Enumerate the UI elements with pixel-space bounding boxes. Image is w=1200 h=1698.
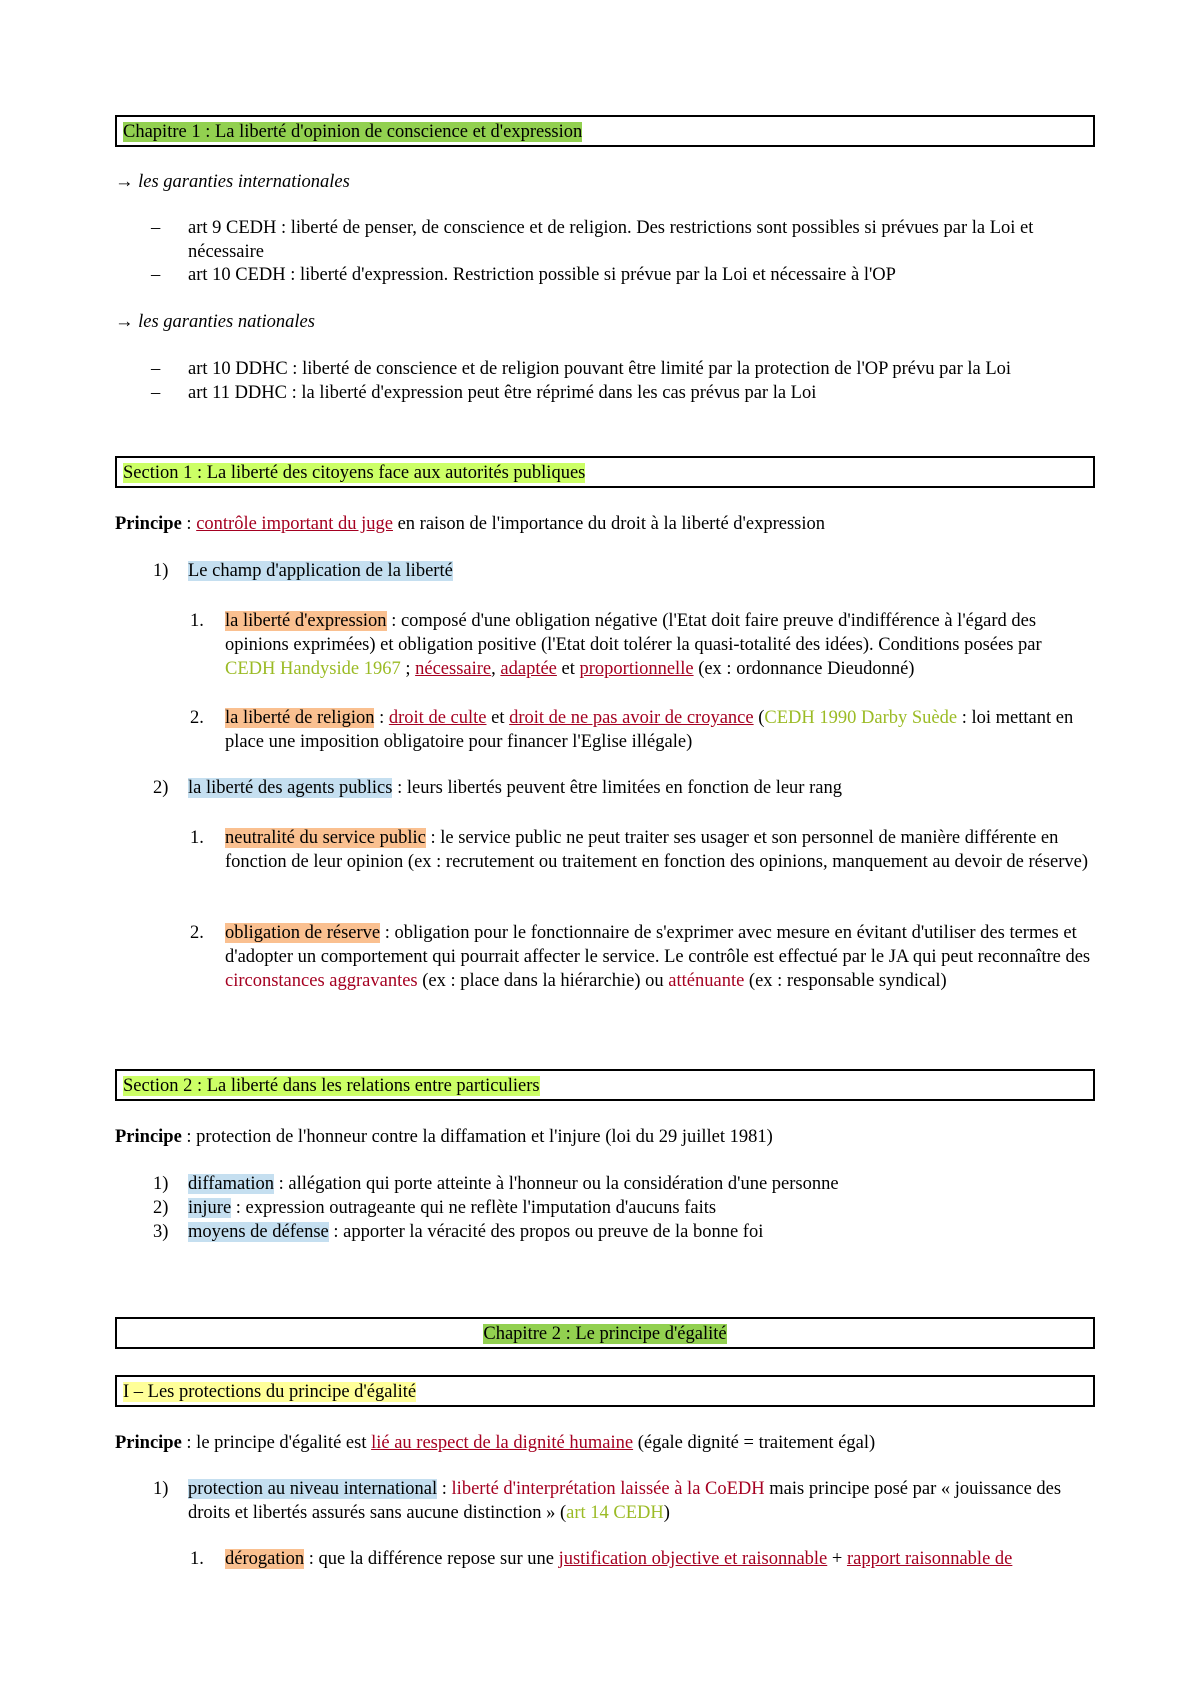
- principle-label: Principe: [115, 1433, 182, 1453]
- subpoint-text: : obligation pour le fonctionnaire de s'exprimer avec mesure en évitant d'utiliser des termes et d'adopter un comportement qui pourrait affecter le service. Le contrôle est effectué par le JA qui peut reconnaître des: [225, 923, 1091, 967]
- subpoint-number: 2.: [190, 923, 204, 943]
- point-number: 1): [153, 1174, 169, 1194]
- case-reference: art 14 CEDH: [566, 1503, 664, 1523]
- principle-emphasis: lié au respect de la dignité humaine: [371, 1433, 634, 1453]
- subpoint-title: neutralité du service public: [225, 828, 426, 848]
- point-text: : leurs libertés peuvent être limitées en fonction de leur rang: [392, 778, 842, 798]
- separator: et: [486, 708, 510, 728]
- subpoint-title: dérogation: [225, 1549, 305, 1569]
- section-1-title: Section 1 : La liberté des citoyens face aux autorités publiques: [123, 463, 586, 483]
- section-2-title-box: [115, 1069, 1095, 1101]
- point-number: 3): [153, 1222, 169, 1242]
- dash-bullet: –: [151, 383, 161, 403]
- point-text: : allégation qui porte atteinte à l'honneur ou la considération d'une personne: [273, 1174, 839, 1194]
- subpoint-number: 2.: [190, 708, 204, 728]
- principle-emphasis: contrôle important du juge: [196, 514, 393, 534]
- subpoint-number: 1.: [190, 828, 204, 848]
- separator: ): [663, 1503, 670, 1523]
- point-text: mais principe posé par « jouissance des droits et libertés assurés sans aucune distinction » (: [188, 1479, 1062, 1523]
- section-2-principle: [115, 1125, 1095, 1149]
- dash-bullet: –: [151, 218, 161, 238]
- point-term: injure: [188, 1198, 232, 1218]
- point-term: diffamation: [188, 1174, 274, 1194]
- chapter-2-principle: [115, 1431, 1095, 1455]
- chapter-2-title-box: [115, 1317, 1095, 1349]
- subpoint-text: (ex : place dans la hiérarchie) ou: [417, 971, 669, 991]
- chapter-1-title-box: [115, 115, 1095, 147]
- subpoint-text-end: : loi mettant en place une imposition obligatoire pour financer l'Eglise illégale): [225, 708, 1074, 752]
- subpoint-title: la liberté d'expression: [225, 611, 387, 631]
- point-term: moyens de défense: [188, 1222, 329, 1242]
- principle-text: : le principe d'égalité est: [181, 1433, 372, 1453]
- chapter-2-title: Chapitre 2 : Le principe d'égalité: [483, 1324, 727, 1344]
- principle-label: Principe: [115, 514, 182, 534]
- circumstance-term: circonstances aggravantes: [225, 971, 418, 991]
- point-title: protection au niveau international: [188, 1479, 438, 1499]
- point-number: 1): [153, 561, 169, 581]
- separator: ;: [400, 659, 416, 679]
- separator: :: [437, 1479, 452, 1499]
- list-item-text: art 10 DDHC : liberté de conscience et de religion pouvant être limité par la protection de l'OP prévu par la Loi: [188, 359, 1012, 379]
- section-1-title-box: [115, 456, 1095, 488]
- principle-text-end: (égale dignité = traitement égal): [633, 1433, 876, 1453]
- dash-bullet: –: [151, 265, 161, 285]
- point-number: 1): [153, 1479, 169, 1499]
- subpoint-text: : que la différence repose sur une: [304, 1549, 559, 1569]
- separator: +: [827, 1549, 847, 1569]
- national-guarantees-heading: → les garanties nationales: [115, 312, 315, 332]
- section-2-title: Section 2 : La liberté dans les relations entre particuliers: [123, 1076, 540, 1096]
- condition-term: adaptée: [500, 659, 557, 679]
- point-text: : apporter la véracité des propos ou preuve de la bonne foi: [328, 1222, 764, 1242]
- justification-term: justification objective et raisonnable: [558, 1549, 828, 1569]
- list-item-text: art 10 CEDH : liberté d'expression. Restriction possible si prévue par la Loi et nécessaire à l'OP: [188, 265, 896, 285]
- subpoint-text: : composé d'une obligation négative (l'Etat doit faire preuve d'indifférence à l'égard des opinions exprimées) et obligation positive (l'Etat doit tolérer la quasi-totalité des idées). Conditions posées par: [225, 611, 1042, 655]
- point-number: 2): [153, 1198, 169, 1218]
- subpoint-text-end: (ex : responsable syndical): [744, 971, 947, 991]
- justification-term: rapport raisonnable de: [846, 1549, 1013, 1569]
- subpoint-number: 1.: [190, 1549, 204, 1569]
- subsection-title-box: [115, 1375, 1095, 1407]
- case-reference: CEDH Handyside 1967: [225, 659, 401, 679]
- point-title: la liberté des agents publics: [188, 778, 393, 798]
- condition-term: proportionnelle: [579, 659, 694, 679]
- separator: et: [556, 659, 580, 679]
- interpretation-term: liberté d'interprétation laissée à la CoEDH: [451, 1479, 765, 1499]
- separator: :: [374, 708, 389, 728]
- subpoint-title: la liberté de religion: [225, 708, 375, 728]
- case-reference: CEDH 1990 Darby Suède: [764, 708, 958, 728]
- subpoint-text-end: (ex : ordonnance Dieudonné): [693, 659, 915, 679]
- international-guarantees-heading: → les garanties internationales: [115, 172, 350, 192]
- principle-label: Principe: [115, 1127, 182, 1147]
- point-number: 2): [153, 778, 169, 798]
- circumstance-term: atténuante: [668, 971, 745, 991]
- chapter-1-title: Chapitre 1 : La liberté d'opinion de conscience et d'expression: [123, 122, 583, 142]
- right-term: droit de ne pas avoir de croyance: [509, 708, 754, 728]
- list-item-text: art 9 CEDH : liberté de penser, de conscience et de religion. Des restrictions sont possibles si prévues par la Loi et nécessaire: [188, 218, 1034, 262]
- principle-text: en raison de l'importance du droit à la liberté d'expression: [392, 514, 825, 534]
- right-term: droit de culte: [388, 708, 487, 728]
- subpoint-title: obligation de réserve: [225, 923, 381, 943]
- separator: (: [753, 708, 765, 728]
- condition-term: nécessaire: [415, 659, 492, 679]
- section-1-principle: [115, 512, 1095, 536]
- subpoint-text: : le service public ne peut traiter ses usager et son personnel de manière différente en fonction de leur opinion (ex : recrutement ou traitement en fonction des opinions, manquement au devoir de réserve): [225, 828, 1089, 872]
- subsection-title: I – Les protections du principe d'égalité: [123, 1382, 417, 1402]
- point-title: Le champ d'application de la liberté: [188, 561, 453, 581]
- principle-text: : protection de l'honneur contre la diffamation et l'injure (loi du 29 juillet 1981): [181, 1127, 773, 1147]
- separator: :: [181, 514, 197, 534]
- list-item-text: art 11 DDHC : la liberté d'expression peut être réprimé dans les cas prévus par la Loi: [188, 383, 817, 403]
- point-text: : expression outrageante qui ne reflète l'imputation d'aucuns faits: [231, 1198, 717, 1218]
- dash-bullet: –: [151, 359, 161, 379]
- subpoint-number: 1.: [190, 611, 204, 631]
- separator: ,: [491, 659, 501, 679]
